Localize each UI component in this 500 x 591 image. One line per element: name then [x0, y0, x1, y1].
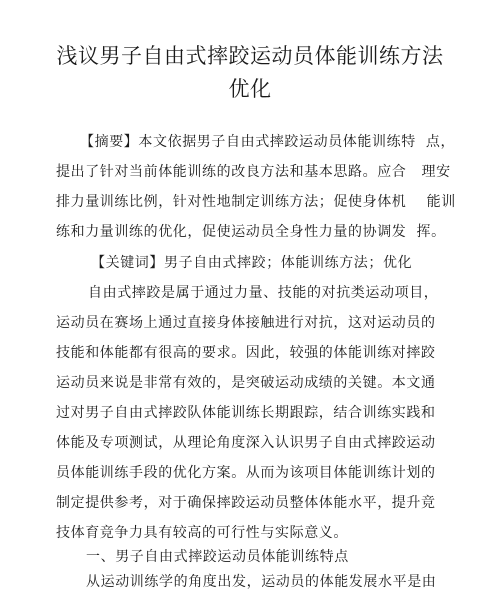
- body-line-5: 过对男子自由式摔跤队体能训练长期跟踪，结合训练实践和: [56, 405, 436, 421]
- paper-title-line-1: 浅议男子自由式摔跤运动员体能训练方法: [56, 44, 444, 68]
- body-line-3: 技能和体能都有很高的要求。因此，较强的体能训练对摔跤: [56, 345, 436, 361]
- abstract-line-3: 排力量训练比例，针对性地制定训练方法；促使身体机 能训: [56, 194, 456, 210]
- section-heading: 一、男子自由式摔跤运动员体能训练特点: [86, 549, 349, 565]
- abstract-line-1: 【摘要】本文依据男子自由式摔跤运动员体能训练特 点，: [80, 134, 456, 150]
- paper-title-line-2: 优化: [228, 77, 272, 101]
- body-line-7: 员体能训练手段的优化方案。从而为该项目体能训练计划的: [56, 465, 436, 481]
- abstract-line-2: 提出了针对当前体能训练的改良方法和基本思路。应合 理安: [56, 164, 451, 180]
- body-line-10: 从运动训练学的角度出发，运动员的体能发展水平是由: [86, 574, 437, 590]
- abstract-line-4: 练和力量训练的优化，促使运动员全身性力量的协调发 挥。: [56, 224, 446, 240]
- body-line-6: 体能及专项测试，从理论角度深入认识男子自由式摔跤运动: [56, 435, 436, 451]
- body-line-4: 运动员来说是非常有效的，是突破运动成绩的关键。本文通: [56, 375, 436, 391]
- keywords-line: 【关键词】男子自由式摔跤；体能训练方法；优化: [91, 255, 413, 271]
- body-line-8: 制定提供参考，对于确保摔跤运动员整体体能水平，提升竞: [56, 495, 436, 511]
- body-line-1: 自由式摔跤是属于通过力量、技能的对抗类运动项目，: [88, 285, 439, 301]
- body-line-2: 运动员在赛场上通过直接身体接触进行对抗，这对运动员的: [56, 315, 436, 331]
- body-line-9: 技体育竞争力具有较高的可行性与实际意义。: [56, 525, 348, 541]
